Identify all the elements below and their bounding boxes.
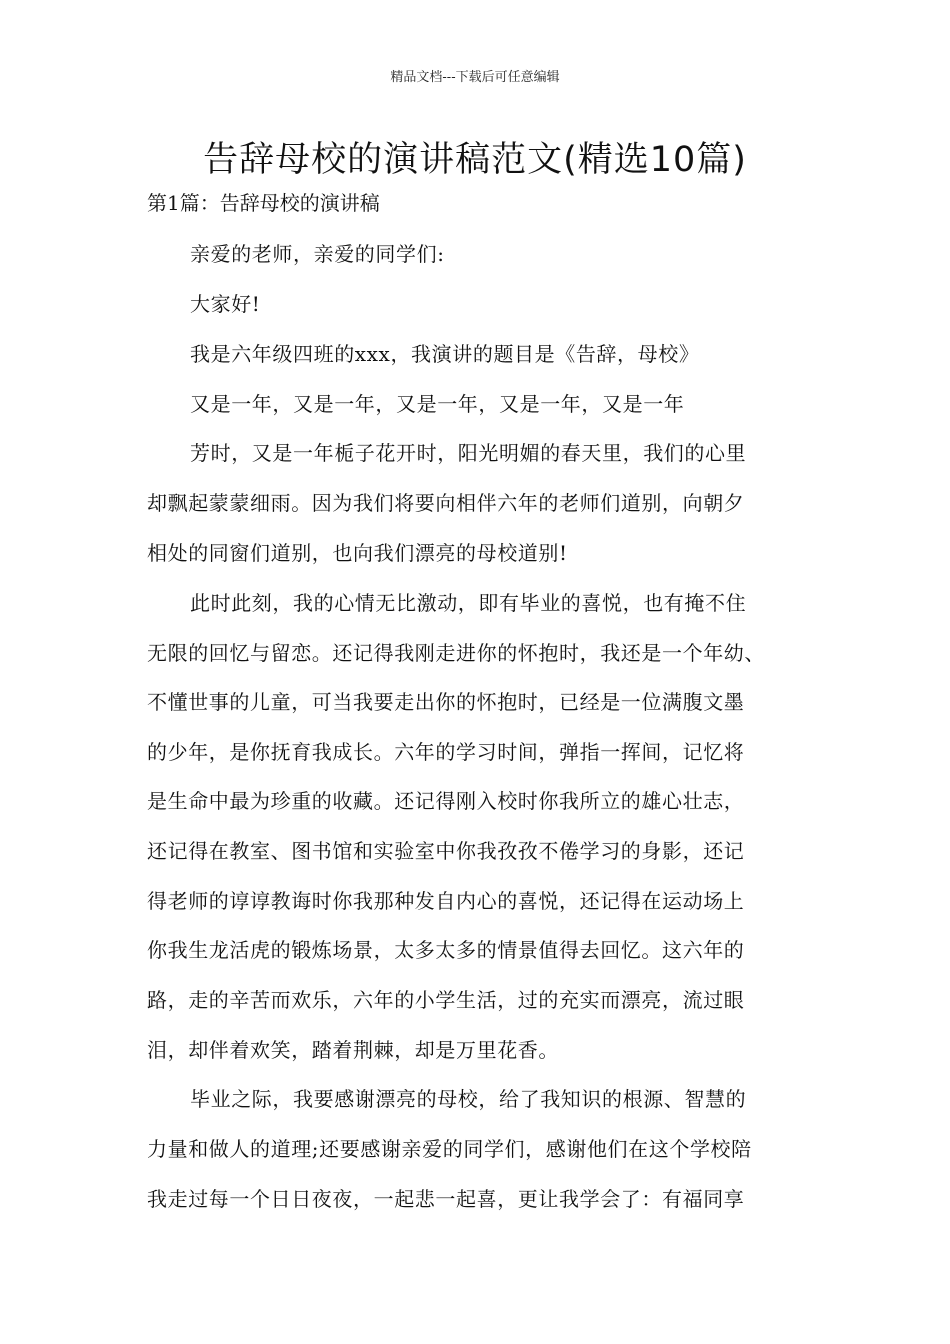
- paragraph-line: 泪，却伴着欢笑，踏着荆棘，却是万里花香。: [147, 1038, 559, 1062]
- paragraph-line: 还记得在教室、图书馆和实验室中你我孜孜不倦学习的身影，还记: [147, 839, 745, 863]
- paragraph-line: 是生命中最为珍重的收藏。还记得刚入校时你我所立的雄心壮志，: [147, 789, 745, 813]
- paragraph-line: 又是一年，又是一年，又是一年，又是一年，又是一年: [190, 392, 685, 416]
- chapter-heading: 第1篇：告辞母校的演讲稿: [147, 191, 380, 215]
- paragraph-line: 大家好!: [190, 292, 261, 316]
- page-header: 精品文档---下载后可任意编辑: [390, 70, 560, 85]
- paragraph-line: 路，走的辛苦而欢乐，六年的小学生活，过的充实而漂亮，流过眼: [147, 988, 745, 1012]
- paragraph-line: 的少年，是你抚育我成长。六年的学习时间，弹指一挥间，记忆将: [147, 740, 745, 764]
- document-title: 告辞母校的演讲稿范文(精选10篇): [203, 140, 747, 180]
- paragraph-line: 你我生龙活虎的锻炼场景，太多太多的情景值得去回忆。这六年的: [147, 938, 745, 962]
- paragraph-line: 不懂世事的儿童，可当我要走出你的怀抱时，已经是一位满腹文墨: [147, 690, 745, 714]
- paragraph-line: 芳时，又是一年栀子花开时，阳光明媚的春天里，我们的心里: [190, 441, 747, 465]
- paragraph-line: 相处的同窗们道别，也向我们漂亮的母校道别!: [147, 541, 568, 565]
- paragraph-line: 力量和做人的道理;还要感谢亲爱的同学们，感谢他们在这个学校陪: [147, 1137, 752, 1161]
- paragraph-line: 我是六年级四班的xxx，我演讲的题目是《告辞，母校》: [190, 342, 700, 366]
- paragraph-line: 得老师的谆谆教诲时你我那种发自内心的喜悦，还记得在运动场上: [147, 889, 745, 913]
- paragraph-line: 却飘起蒙蒙细雨。因为我们将要向相伴六年的老师们道别，向朝夕: [147, 491, 745, 515]
- paragraph-line: 无限的回忆与留恋。还记得我刚走进你的怀抱时，我还是一个年幼、: [147, 641, 765, 665]
- paragraph-line: 我走过每一个日日夜夜，一起悲一起喜，更让我学会了：有福同享: [147, 1187, 745, 1211]
- paragraph-line: 亲爱的老师，亲爱的同学们:: [190, 242, 445, 266]
- paragraph-line: 毕业之际，我要感谢漂亮的母校，给了我知识的根源、智慧的: [190, 1087, 747, 1111]
- paragraph-line: 此时此刻，我的心情无比激动，即有毕业的喜悦，也有掩不住: [190, 591, 747, 615]
